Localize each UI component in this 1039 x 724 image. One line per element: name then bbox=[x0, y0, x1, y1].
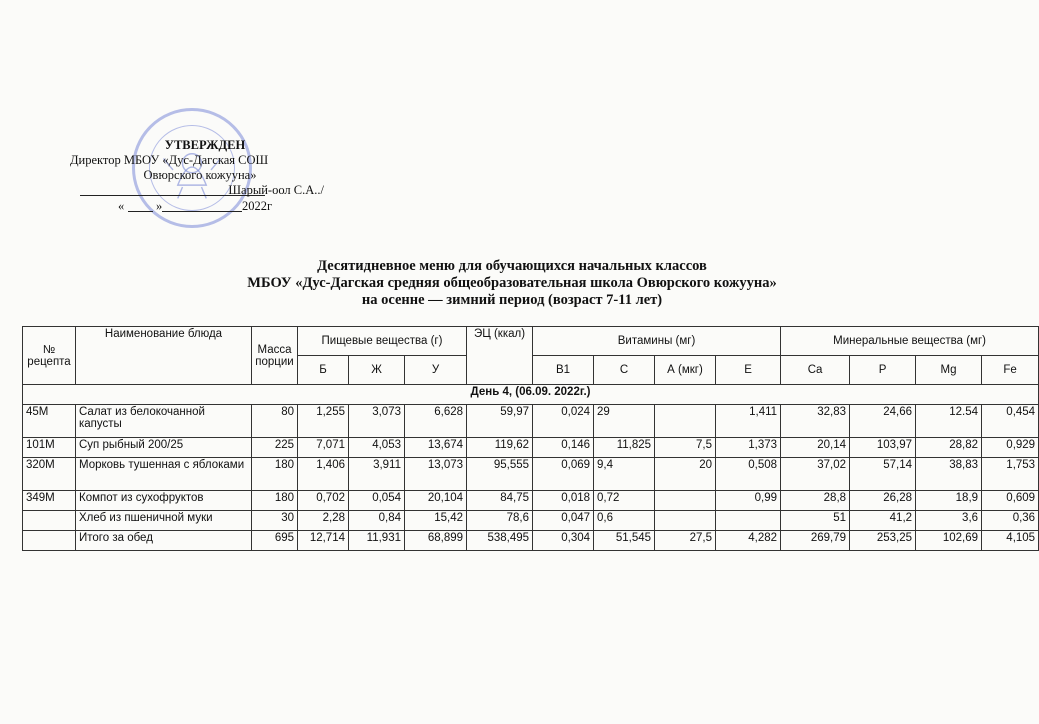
cell-ca: 269,79 bbox=[781, 531, 850, 551]
cell-recipe: 101М bbox=[23, 438, 76, 458]
cell-mg: 3,6 bbox=[916, 511, 982, 531]
cell-p: 57,14 bbox=[850, 458, 916, 491]
header-c: С bbox=[594, 356, 655, 385]
table-row bbox=[23, 405, 1039, 438]
header-u: У bbox=[405, 356, 467, 385]
cell-c: 11,825 bbox=[594, 438, 655, 458]
cell-mass: 180 bbox=[252, 458, 298, 491]
cell-energy: 538,495 bbox=[467, 531, 533, 551]
cell-energy: 78,6 bbox=[467, 511, 533, 531]
approval-org: Овюрского кожууна» bbox=[143, 168, 257, 182]
cell-c: 29 bbox=[594, 405, 655, 438]
header-energy: ЭЦ (ккал) bbox=[467, 327, 533, 385]
table-row bbox=[23, 531, 1039, 551]
table-row bbox=[23, 491, 1039, 511]
header-e: Е bbox=[716, 356, 781, 385]
cell-dish: Итого за обед bbox=[76, 531, 252, 551]
cell-b1: 0,018 bbox=[533, 491, 594, 511]
cell-b1: 0,146 bbox=[533, 438, 594, 458]
cell-c: 0,72 bbox=[594, 491, 655, 511]
cell-a bbox=[655, 511, 716, 531]
cell-e bbox=[716, 511, 781, 531]
cell-a: 20 bbox=[655, 458, 716, 491]
table-row bbox=[23, 438, 1039, 458]
cell-b: 1,406 bbox=[298, 458, 349, 491]
cell-mass: 225 bbox=[252, 438, 298, 458]
header-a: А (мкг) bbox=[655, 356, 716, 385]
cell-p: 253,25 bbox=[850, 531, 916, 551]
header-mg: Mg bbox=[916, 356, 982, 385]
cell-dish: Суп рыбный 200/25 bbox=[76, 438, 252, 458]
cell-fe: 1,753 bbox=[982, 458, 1039, 491]
cell-recipe: 349М bbox=[23, 491, 76, 511]
header-minerals: Минеральные вещества (мг) bbox=[781, 327, 1039, 356]
cell-mass: 695 bbox=[252, 531, 298, 551]
header-b: Б bbox=[298, 356, 349, 385]
cell-mass: 180 bbox=[252, 491, 298, 511]
cell-recipe bbox=[23, 511, 76, 531]
cell-fe: 0,929 bbox=[982, 438, 1039, 458]
cell-u: 20,104 bbox=[405, 491, 467, 511]
cell-ca: 51 bbox=[781, 511, 850, 531]
cell-mg: 102,69 bbox=[916, 531, 982, 551]
cell-p: 26,28 bbox=[850, 491, 916, 511]
cell-fe: 0,454 bbox=[982, 405, 1039, 438]
cell-ca: 32,83 bbox=[781, 405, 850, 438]
cell-p: 41,2 bbox=[850, 511, 916, 531]
approval-date bbox=[70, 199, 330, 215]
cell-b1: 0,047 bbox=[533, 511, 594, 531]
cell-u: 13,674 bbox=[405, 438, 467, 458]
cell-u: 13,073 bbox=[405, 458, 467, 491]
cell-a bbox=[655, 491, 716, 511]
cell-b1: 0,304 bbox=[533, 531, 594, 551]
cell-mg: 12.54 bbox=[916, 405, 982, 438]
cell-mass: 30 bbox=[252, 511, 298, 531]
approval-block bbox=[70, 138, 330, 215]
cell-dish: Салат из белокочанной капусты bbox=[76, 405, 252, 438]
cell-energy: 84,75 bbox=[467, 491, 533, 511]
header-dish: Наименование блюда bbox=[76, 327, 252, 385]
table-row bbox=[23, 511, 1039, 531]
header-recipe: № рецепта bbox=[23, 327, 76, 385]
cell-mg: 28,82 bbox=[916, 438, 982, 458]
cell-u: 68,899 bbox=[405, 531, 467, 551]
page-title bbox=[0, 258, 1024, 309]
cell-recipe bbox=[23, 531, 76, 551]
cell-u: 15,42 bbox=[405, 511, 467, 531]
cell-dish: Хлеб из пшеничной муки bbox=[76, 511, 252, 531]
title-line-2: МБОУ «Дус-Дагская средняя общеобразовательная школа Овюрского кожууна» bbox=[247, 275, 777, 291]
header-ca: Ca bbox=[781, 356, 850, 385]
cell-b: 7,071 bbox=[298, 438, 349, 458]
cell-zh: 11,931 bbox=[349, 531, 405, 551]
cell-fe: 0,609 bbox=[982, 491, 1039, 511]
cell-u: 6,628 bbox=[405, 405, 467, 438]
cell-a bbox=[655, 405, 716, 438]
approval-heading: УТВЕРЖДЕН bbox=[164, 138, 246, 152]
header-vitamins: Витамины (мг) bbox=[533, 327, 781, 356]
date-quote-close: » bbox=[156, 199, 163, 213]
cell-mg: 38,83 bbox=[916, 458, 982, 491]
cell-p: 24,66 bbox=[850, 405, 916, 438]
title-line-1: Десятидневное меню для обучающихся начальных классов bbox=[317, 258, 707, 274]
header-nutrients: Пищевые вещества (г) bbox=[298, 327, 467, 356]
cell-ca: 20,14 bbox=[781, 438, 850, 458]
cell-p: 103,97 bbox=[850, 438, 916, 458]
header-b1: В1 bbox=[533, 356, 594, 385]
cell-recipe: 45М bbox=[23, 405, 76, 438]
cell-b: 2,28 bbox=[298, 511, 349, 531]
cell-e: 4,282 bbox=[716, 531, 781, 551]
date-quote-open: « bbox=[118, 199, 125, 213]
cell-ca: 37,02 bbox=[781, 458, 850, 491]
cell-a: 7,5 bbox=[655, 438, 716, 458]
cell-b1: 0,024 bbox=[533, 405, 594, 438]
day-label: День 4, (06.09. 2022г.) bbox=[23, 385, 1039, 405]
header-mass: Масса порции bbox=[252, 327, 298, 385]
cell-e: 0,99 bbox=[716, 491, 781, 511]
cell-b1: 0,069 bbox=[533, 458, 594, 491]
header-p: P bbox=[850, 356, 916, 385]
title-line-3: на осенне — зимний период (возраст 7-11 лет) bbox=[361, 292, 663, 308]
signature-line bbox=[70, 183, 330, 199]
cell-e: 1,373 bbox=[716, 438, 781, 458]
cell-dish: Морковь тушенная с яблоками bbox=[76, 458, 252, 491]
cell-zh: 4,053 bbox=[349, 438, 405, 458]
cell-b: 1,255 bbox=[298, 405, 349, 438]
cell-energy: 119,62 bbox=[467, 438, 533, 458]
header-fe: Fe bbox=[982, 356, 1039, 385]
cell-zh: 3,911 bbox=[349, 458, 405, 491]
cell-a: 27,5 bbox=[655, 531, 716, 551]
header-zh: Ж bbox=[349, 356, 405, 385]
table-row bbox=[23, 458, 1039, 491]
cell-c: 0,6 bbox=[594, 511, 655, 531]
cell-fe: 4,105 bbox=[982, 531, 1039, 551]
cell-b: 0,702 bbox=[298, 491, 349, 511]
cell-energy: 95,555 bbox=[467, 458, 533, 491]
signer-name: Шарый-оол С.А../ bbox=[228, 183, 324, 197]
cell-ca: 28,8 bbox=[781, 491, 850, 511]
cell-energy: 59,97 bbox=[467, 405, 533, 438]
cell-zh: 3,073 bbox=[349, 405, 405, 438]
cell-e: 0,508 bbox=[716, 458, 781, 491]
cell-zh: 0,054 bbox=[349, 491, 405, 511]
cell-fe: 0,36 bbox=[982, 511, 1039, 531]
cell-c: 9,4 bbox=[594, 458, 655, 491]
cell-recipe: 320М bbox=[23, 458, 76, 491]
cell-e: 1,411 bbox=[716, 405, 781, 438]
cell-mg: 18,9 bbox=[916, 491, 982, 511]
cell-mass: 80 bbox=[252, 405, 298, 438]
approval-year: 2022г bbox=[242, 199, 273, 213]
cell-b: 12,714 bbox=[298, 531, 349, 551]
cell-c: 51,545 bbox=[594, 531, 655, 551]
menu-table bbox=[22, 326, 1039, 551]
cell-dish: Компот из сухофруктов bbox=[76, 491, 252, 511]
approval-position: Директор МБОУ «Дус-Дагская СОШ bbox=[70, 153, 269, 167]
cell-zh: 0,84 bbox=[349, 511, 405, 531]
